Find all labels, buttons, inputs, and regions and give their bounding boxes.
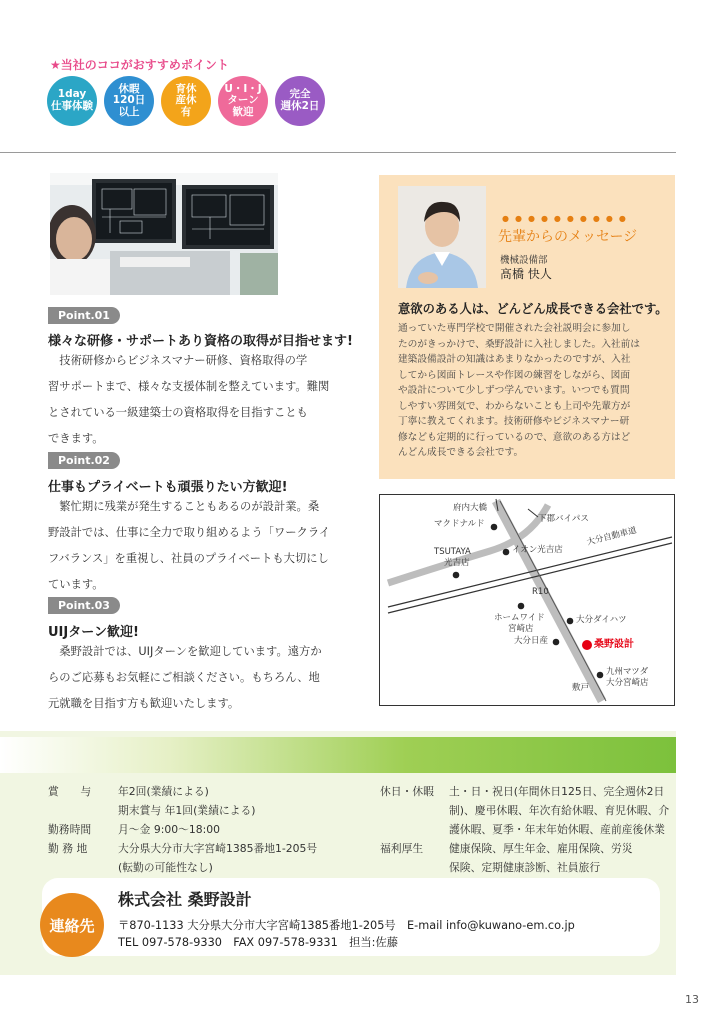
point-03-line: 桑野設計では、UIJターンを歓迎しています。遠方か: [59, 645, 322, 658]
senior-photo: [398, 186, 486, 288]
map-label-r10: R10: [532, 587, 549, 597]
bonus-value: 年2回(業績による): [118, 785, 209, 798]
point-02-line: フバランス」を重視し、社員のプライベートも大切にし: [48, 552, 329, 565]
company-name: 株式会社 桑野設計: [118, 890, 252, 909]
senior-message-lead: 意欲のある人は、どんどん成長できる会社です。: [398, 302, 668, 316]
map-label-shimogori-bypass: 下郡バイパス: [538, 514, 589, 524]
point-01-line: とされている一級建築士の資格取得を目指すことも: [48, 406, 308, 419]
section-divider: [0, 152, 676, 153]
holiday-label: 休日・休暇: [380, 785, 434, 798]
point-01-line: できます。: [48, 432, 104, 445]
hours-label: 勤務時間: [48, 823, 92, 836]
hours-value: 月〜金 9:00〜18:00: [118, 823, 220, 836]
point-01-heading: 様々な研修・サポートあり資格の取得が目指せます!: [48, 334, 353, 349]
info-band-stripe: [0, 737, 676, 773]
map-label-mazda: 九州マツダ: [606, 667, 649, 677]
recommend-title: ★当社のココがおすすめポイント: [50, 58, 229, 72]
map-label-aeon: イオン光吉店: [512, 545, 563, 555]
welfare-value-2: 保険、定期健康診断、社員旅行: [449, 861, 601, 874]
badge-holidays: 休暇 120日 以上: [104, 76, 154, 126]
contact-address: 〒870-1133 大分県大分市大字宮崎1385番地1-205号 E-mail info@kuwano-em.co.jp: [118, 919, 575, 932]
holiday-value-2: 制)、慶弔休暇、年次有給休暇、育児休暇、介: [449, 804, 670, 817]
access-map: [379, 494, 675, 706]
point-03-line: 元就職を目指す方も歓迎いたします。: [48, 697, 240, 710]
message-line: 通っていた専門学校で開催された会社説明会に参加し: [398, 323, 631, 334]
point-01-body: [48, 348, 350, 452]
point-02-line: 繁忙期に残業が発生することもあるのが設計業。桑: [59, 500, 320, 513]
title-dots: ●●●●●●●●●●: [502, 214, 632, 223]
welfare-value: 健康保険、厚生年金、雇用保険、労災: [449, 842, 633, 855]
office-photo: [50, 173, 278, 295]
map-label-shikido: 敷戸: [572, 683, 590, 693]
bonus-value-2: 期末賞与 年1回(業績による): [118, 804, 256, 817]
point-02-line: ています。: [48, 578, 104, 591]
map-label-tsutaya: TSUTAYA: [434, 547, 471, 557]
point-01-line: 技術研修からビジネスマナー研修、資格取得の学: [59, 354, 308, 367]
senior-message-body: [398, 321, 664, 461]
location-value: 大分県大分市大字宮崎1385番地1-205号: [118, 842, 318, 855]
holiday-value: 土・日・祝日(年間休日125日、完全週休2日: [449, 785, 665, 798]
point-03-heading: UIJターン歓迎!: [48, 625, 139, 640]
message-line: 修なども定期的に行っているので、意欲のある方はど: [398, 431, 631, 443]
senior-name: 髙橋 快人: [500, 267, 552, 281]
map-label-kuwano-sekkei: 桑野設計: [594, 639, 634, 650]
point-02-line: 野設計では、仕事に全力で取り組めるよう「ワークライ: [48, 526, 331, 539]
location-label: 勤 務 地: [48, 842, 88, 855]
point-03-tag: Point.03: [48, 597, 120, 614]
point-03-line: らのご応募もお気軽にご相談ください。もちろん、地: [48, 671, 320, 684]
welfare-label: 福利厚生: [380, 842, 424, 855]
location-note: (転勤の可能性なし): [118, 861, 213, 874]
message-line: 建築設備設計の知識はあまりなかったのですが、入社: [398, 354, 631, 365]
message-line: しやすい雰囲気で、わからないことも上司や先輩方が: [398, 400, 631, 412]
map-label-tsutaya-branch: 光吉店: [444, 558, 470, 568]
badge-childcare-leave: 育休 産休 有: [161, 76, 211, 126]
map-label-daihatsu: 大分ダイハツ: [576, 615, 627, 625]
point-02-heading: 仕事もプライベートも頑張りたい方歓迎!: [48, 480, 288, 495]
holiday-value-3: 護休暇、夏季・年末年始休暇、産前産後休業: [449, 823, 665, 836]
map-label-mazda-branch: 大分宮崎店: [606, 678, 649, 688]
contact-badge: 連絡先: [40, 893, 104, 957]
map-label-nissan: 大分日産: [514, 636, 549, 646]
message-line: 丁寧に教えてくれます。技術研修やビジネスマナー研: [398, 416, 630, 427]
map-label-expressway: 大分自動車道: [585, 525, 638, 548]
senior-department: 機械設備部: [500, 255, 548, 266]
badge-1day-experience: 1day 仕事体験: [47, 76, 97, 126]
point-02-tag: Point.02: [48, 452, 120, 469]
message-line: たのがきっかけで、桑野設計に入社しました。入社前は: [398, 338, 640, 350]
map-label-mcdonalds: マクドナルド: [434, 519, 485, 529]
badge-uij-turn: U・I・J ターン 歓迎: [218, 76, 268, 126]
map-label-fuchiuchi: 府内大橋: [453, 503, 488, 513]
message-line: してから図面トレースや作図の練習をしながら、図面: [398, 369, 631, 381]
point-02-body: [48, 494, 350, 598]
map-label-homewide-branch: 宮崎店: [508, 624, 534, 634]
badge-two-day-weekend: 完全 週休2日: [275, 76, 325, 126]
bonus-label: 賞 与: [48, 785, 92, 798]
point-03-body: [48, 639, 350, 717]
senior-message-title: 先輩からのメッセージ: [498, 229, 638, 245]
point-01-line: 習サポートまで、様々な支援体制を整えています。難関: [48, 380, 330, 393]
message-line: や設計について少しずつ学んでいます。いつでも質問: [398, 385, 630, 396]
map-label-homewide: ホームワイド: [494, 613, 545, 623]
message-line: んどん成長できる会社です。: [398, 447, 524, 458]
contact-phone: TEL 097-578-9330 FAX 097-578-9331 担当:佐藤: [118, 936, 399, 949]
page-number: 13: [685, 993, 699, 1006]
point-01-tag: Point.01: [48, 307, 120, 324]
